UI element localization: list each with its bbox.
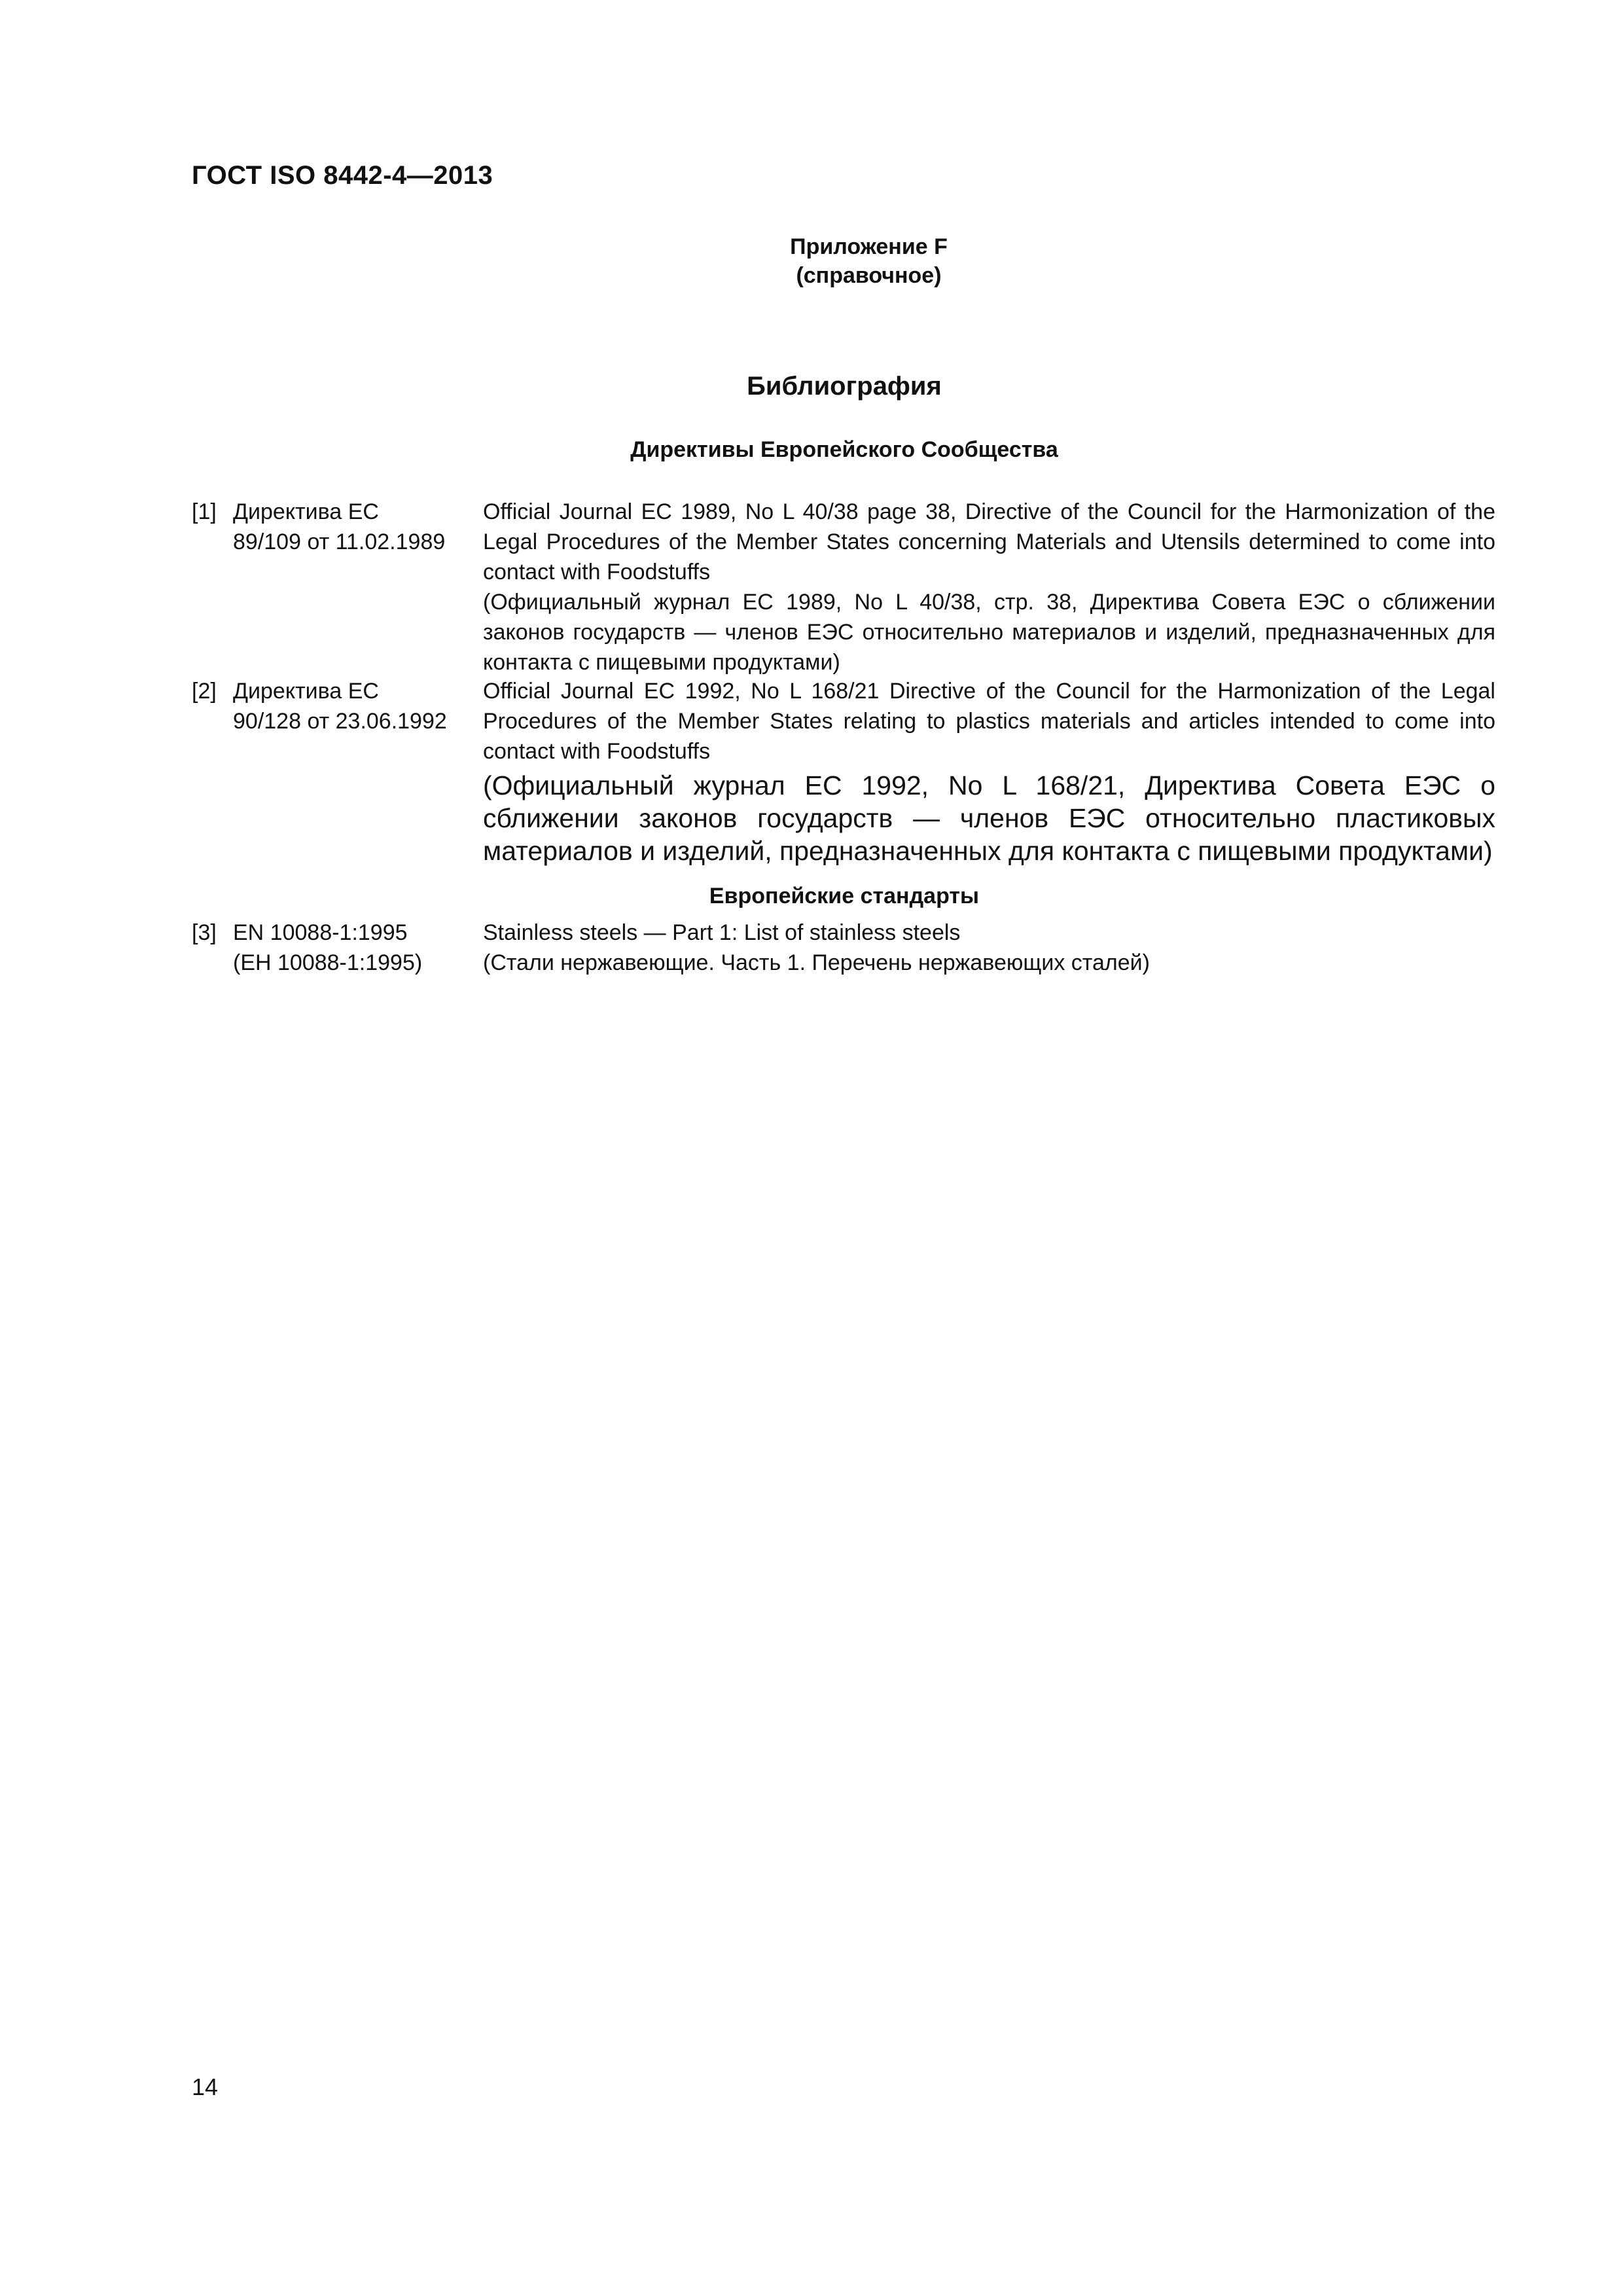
bibliography-title: Библиография <box>747 372 942 401</box>
bib-entry-reference-line2: (ЕН 10088-1:1995) <box>233 950 423 975</box>
bib-entry-text-ru: (Официальный журнал ЕС 1989, No L 40/38, стр. 38, Директива Совета ЕЭС о сближении законов государств — членов ЕЭС относительно материалов и изделий, предназначенных для контакта с пищевыми продуктами) <box>483 590 1495 675</box>
bib-entry-reference-line1: Директива ЕС <box>233 679 379 704</box>
annex-subtitle: (справочное) <box>796 263 942 288</box>
bib-entry-text-ru: (Официальный журнал ЕС 1992, No L 168/21, Директива Совета ЕЭС о сближении законов государств — членов ЕЭС относительно пластиковых материалов и изделий, предназначенных для контакта с пищевыми продуктами) <box>483 770 1495 866</box>
bib-entry-reference <box>233 918 422 978</box>
annex-heading <box>707 232 1031 290</box>
bib-entry-number: [2] <box>192 679 217 704</box>
bib-entry-number: [1] <box>192 499 217 524</box>
bib-entry-text-en: Official Journal EC 1989, No L 40/38 page 38, Directive of the Council for the Harmonization of the Legal Procedures of the Member States concerning Materials and Utensils determined to come into contact with Foodstuffs <box>483 499 1495 584</box>
section-heading-eu-directives: Директивы Европейского Сообщества <box>630 437 1058 462</box>
bib-entry-description <box>483 676 1495 867</box>
annex-title: Приложение F <box>790 234 948 259</box>
bib-entry-number: [3] <box>192 920 217 945</box>
bib-entry-text-ru: (Стали нержавеющие. Часть 1. Перечень нержавеющих сталей) <box>483 950 1150 975</box>
bib-entry-reference-line1: Директива ЕС <box>233 499 379 524</box>
bib-entry-description <box>483 497 1495 677</box>
bib-entry-reference <box>233 497 445 557</box>
bib-entry-text-en: Stainless steels — Part 1: List of stainless steels <box>483 920 961 945</box>
bib-entry-description <box>483 918 1495 978</box>
bib-entry-reference <box>233 676 447 736</box>
bib-entry-text-en: Official Journal EC 1992, No L 168/21 Directive of the Council for the Harmonization of the Legal Procedures of the Member States relating to plastics materials and articles intended to come into contact with Foodstuffs <box>483 679 1495 764</box>
bib-entry-reference-line2: 90/128 от 23.06.1992 <box>233 709 447 734</box>
bib-entry-reference-line1: EN 10088-1:1995 <box>233 920 408 945</box>
document-code-header: ГОСТ ISO 8442-4—2013 <box>192 161 493 190</box>
page-number: 14 <box>192 2073 219 2100</box>
section-heading-european-standards: Европейские стандарты <box>709 884 980 908</box>
bib-entry-reference-line2: 89/109 от 11.02.1989 <box>233 529 446 554</box>
